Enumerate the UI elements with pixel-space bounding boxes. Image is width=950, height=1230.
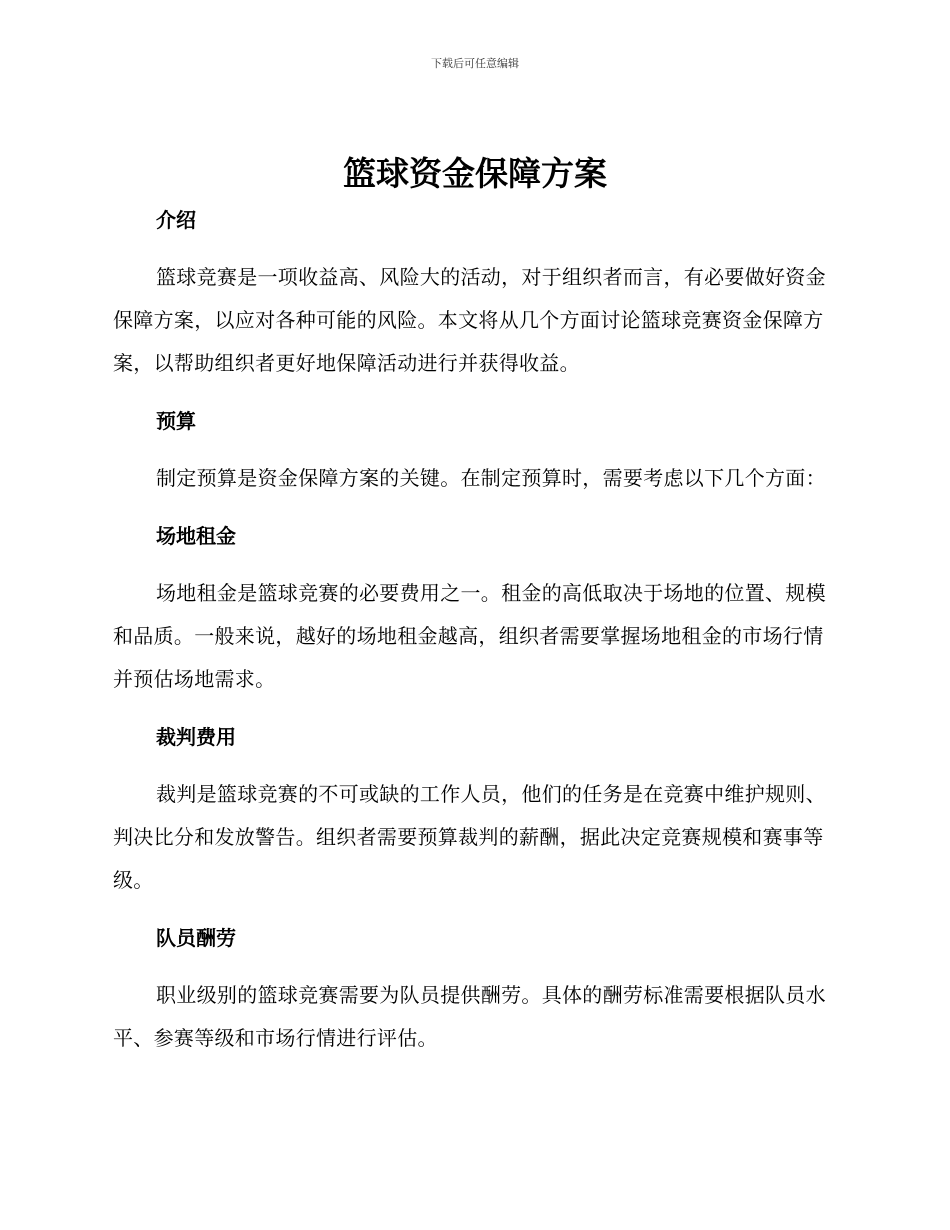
section-heading-intro: 介绍 xyxy=(156,208,196,232)
document-body xyxy=(113,204,831,1060)
section-heading-player-pay: 队员酬劳 xyxy=(156,926,236,950)
section-paragraph-referee-fees: 裁判是篮球竞赛的不可或缺的工作人员，他们的任务是在竞赛中维护规则、判决比分和发放警告。组织者需要预算裁判的薪酬，据此决定竞赛规模和赛事等级。 xyxy=(113,782,826,892)
section-paragraph-player-pay: 职业级别的篮球竞赛需要为队员提供酬劳。具体的酬劳标准需要根据队员水平、参赛等级和市场行情进行评估。 xyxy=(113,983,826,1050)
section-heading-venue-rent: 场地租金 xyxy=(156,524,236,548)
page-header-note: 下载后可任意编辑 xyxy=(431,57,519,70)
section-paragraph-venue-rent: 场地租金是篮球竞赛的必要费用之一。租金的高低取决于场地的位置、规模和品质。一般来说，越好的场地租金越高，组织者需要掌握场地租金的市场行情并预估场地需求。 xyxy=(113,581,826,691)
section-heading-referee-fees: 裁判费用 xyxy=(156,725,236,749)
document-title: 篮球资金保障方案 xyxy=(343,154,607,193)
section-paragraph-budget: 制定预算是资金保障方案的关键。在制定预算时，需要考虑以下几个方面： xyxy=(156,466,826,490)
section-paragraph-intro: 篮球竞赛是一项收益高、风险大的活动，对于组织者而言，有必要做好资金保障方案，以应对各种可能的风险。本文将从几个方面讨论篮球竞赛资金保障方案，以帮助组织者更好地保障活动进行并获得收益。 xyxy=(113,265,826,375)
section-heading-budget: 预算 xyxy=(156,409,196,433)
